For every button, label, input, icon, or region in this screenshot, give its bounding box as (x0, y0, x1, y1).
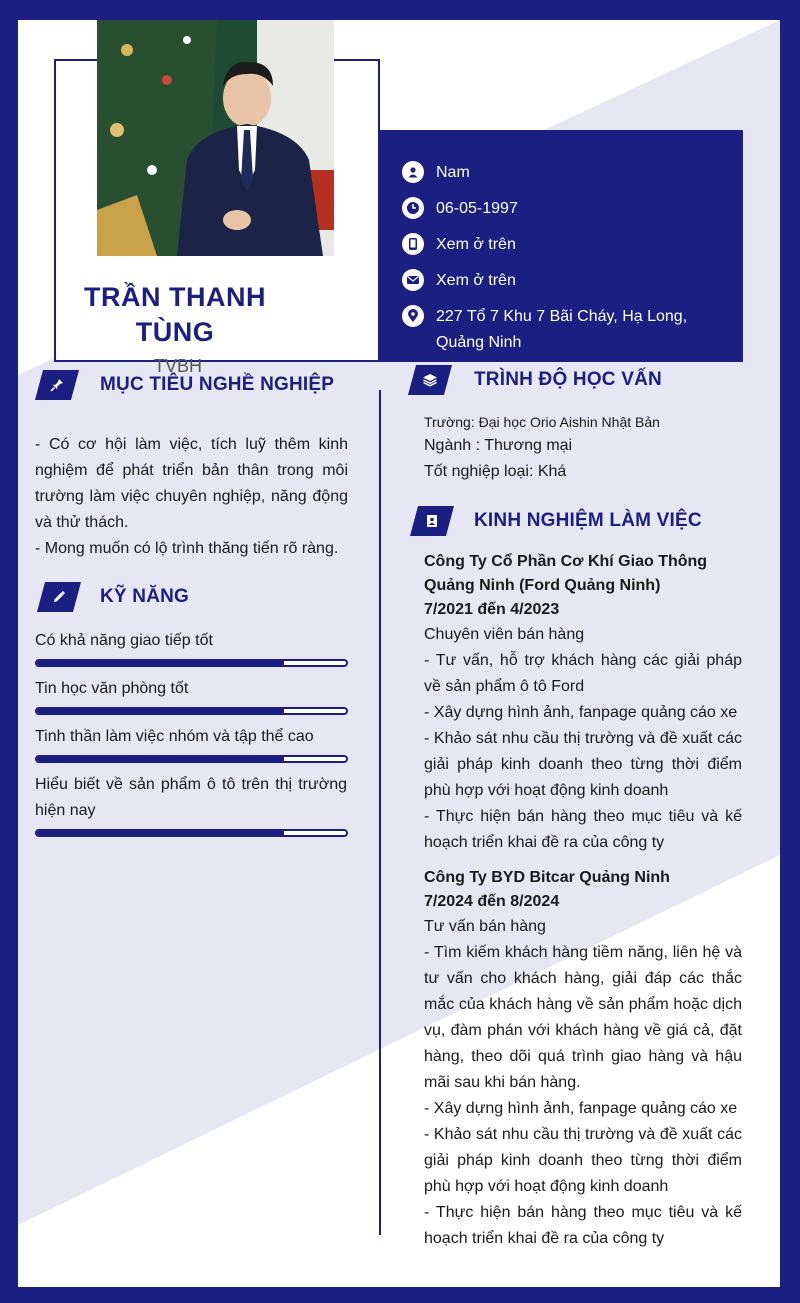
contact-phone (402, 232, 696, 258)
skill-bar (35, 755, 348, 763)
job-duty: - Thực hiện bán hàng theo mục tiêu và kế hoạch triển khai đề ra của công ty (424, 1204, 742, 1247)
skill-label: Hiểu biết về sản phẩm ô tô trên thị trường hiện nay (35, 776, 347, 819)
job-title: TVBH (153, 356, 202, 376)
location-icon (402, 305, 424, 327)
pin-icon (50, 378, 64, 392)
job-duty: - Tư vấn, hỗ trợ khách hàng các giải pháp về sản phẩm ô tô Ford (424, 652, 742, 695)
skill-bar-fill (37, 661, 284, 665)
skill-label: Có khả năng giao tiếp tốt (35, 632, 213, 649)
company-name: Công Ty BYD Bitcar Quảng Ninh (424, 869, 670, 886)
pencil-icon (52, 590, 66, 604)
phone-icon (402, 233, 424, 255)
experience-item (424, 866, 742, 1252)
job-position: Chuyên viên bán hàng (424, 626, 585, 643)
skill-bar-fill (37, 709, 284, 713)
clock-icon (402, 197, 424, 219)
skill-bar-fill (37, 757, 284, 761)
objective-text (35, 432, 348, 562)
skill-bar-fill (37, 831, 284, 835)
job-duty: - Thực hiện bán hàng theo mục tiêu và kế hoạch triển khai đề ra của công ty (424, 808, 742, 851)
education-school: Trường: Đại học Orio Aishin Nhật Bản (424, 414, 660, 430)
objective-line-2: - Mong muốn có lộ trình thăng tiến rõ ràng. (35, 540, 339, 557)
job-position: Tư vấn bán hàng (424, 918, 546, 935)
job-duty: - Khảo sát nhu cầu thị trường và đề xuất các giải pháp kinh doanh theo từng thời điểm phù hợp với hoạt động kinh doanh (424, 1126, 742, 1195)
skills-title: KỸ NĂNG (100, 586, 190, 607)
objective-title: MỤC TIÊU NGHỀ NGHIỆP (100, 374, 335, 395)
job-dates: 7/2024 đến 8/2024 (424, 893, 560, 910)
contact-gender (402, 160, 696, 186)
contact-birthday (402, 196, 696, 222)
skill-bar (35, 659, 348, 667)
contact-address (402, 304, 696, 356)
contact-email (402, 268, 696, 294)
contact-email-text: Xem ở trên (436, 272, 516, 289)
experience-item (424, 550, 742, 856)
job-dates: 7/2021 đến 4/2023 (424, 601, 560, 618)
contact-birthday-text: 06-05-1997 (436, 200, 518, 217)
job-duty: - Xây dựng hình ảnh, fanpage quảng cáo xe (424, 704, 738, 721)
skill-bar (35, 707, 348, 715)
objective-line-1: - Có cơ hội làm việc, tích luỹ thêm kinh nghiệm để phát triển bản thân trong môi trường làm việc chuyên nghiệp, năng động và thử thách. (35, 436, 348, 531)
education-grade: Tốt nghiệp loại: Khá (424, 463, 567, 480)
name-line-1: TRẦN THANH (84, 282, 266, 312)
skill-bar (35, 829, 348, 837)
company-name: Công Ty Cổ Phần Cơ Khí Giao Thông Quảng Ninh (Ford Quảng Ninh) (424, 553, 708, 594)
job-duty: - Xây dựng hình ảnh, fanpage quảng cáo xe (424, 1100, 738, 1117)
education-major: Ngành : Thương mại (424, 437, 573, 454)
candidate-name (60, 280, 290, 350)
contact-phone-text: Xem ở trên (436, 236, 516, 253)
user-icon (402, 161, 424, 183)
contact-gender-text: Nam (436, 164, 470, 181)
experience-title: KINH NGHIỆM LÀM VIỆC (474, 510, 702, 531)
education-title: TRÌNH ĐỘ HỌC VẤN (474, 369, 662, 390)
skill-label: Tinh thần làm việc nhóm và tập thể cao (35, 728, 314, 745)
job-duty: - Khảo sát nhu cầu thị trường và đề xuất các giải pháp kinh doanh theo từng thời điểm phù hợp với hoạt động kinh doanh (424, 730, 742, 799)
column-divider (379, 390, 381, 1235)
name-line-2: TÙNG (135, 317, 215, 347)
skill-label: Tin học văn phòng tốt (35, 680, 189, 697)
contact-address-text: 227 Tổ 7 Khu 7 Bãi Cháy, Hạ Long, Quảng Ninh (436, 308, 688, 351)
layers-icon (422, 373, 438, 387)
profile-photo (97, 20, 334, 256)
contact-panel (380, 130, 743, 362)
mail-icon (402, 269, 424, 291)
job-duty: - Tìm kiếm khách hàng tiềm năng, liên hệ và tư vấn cho khách hàng, giải đáp các thắc mắc của khách hàng về sản phẩm hoặc dịch vụ, đàm phán với khách hàng về giá cả, đặt hàng, theo dõi quá trình giao hàng và hậu mãi sau khi bán hàng. (424, 944, 742, 1091)
id-card-icon (425, 514, 439, 528)
